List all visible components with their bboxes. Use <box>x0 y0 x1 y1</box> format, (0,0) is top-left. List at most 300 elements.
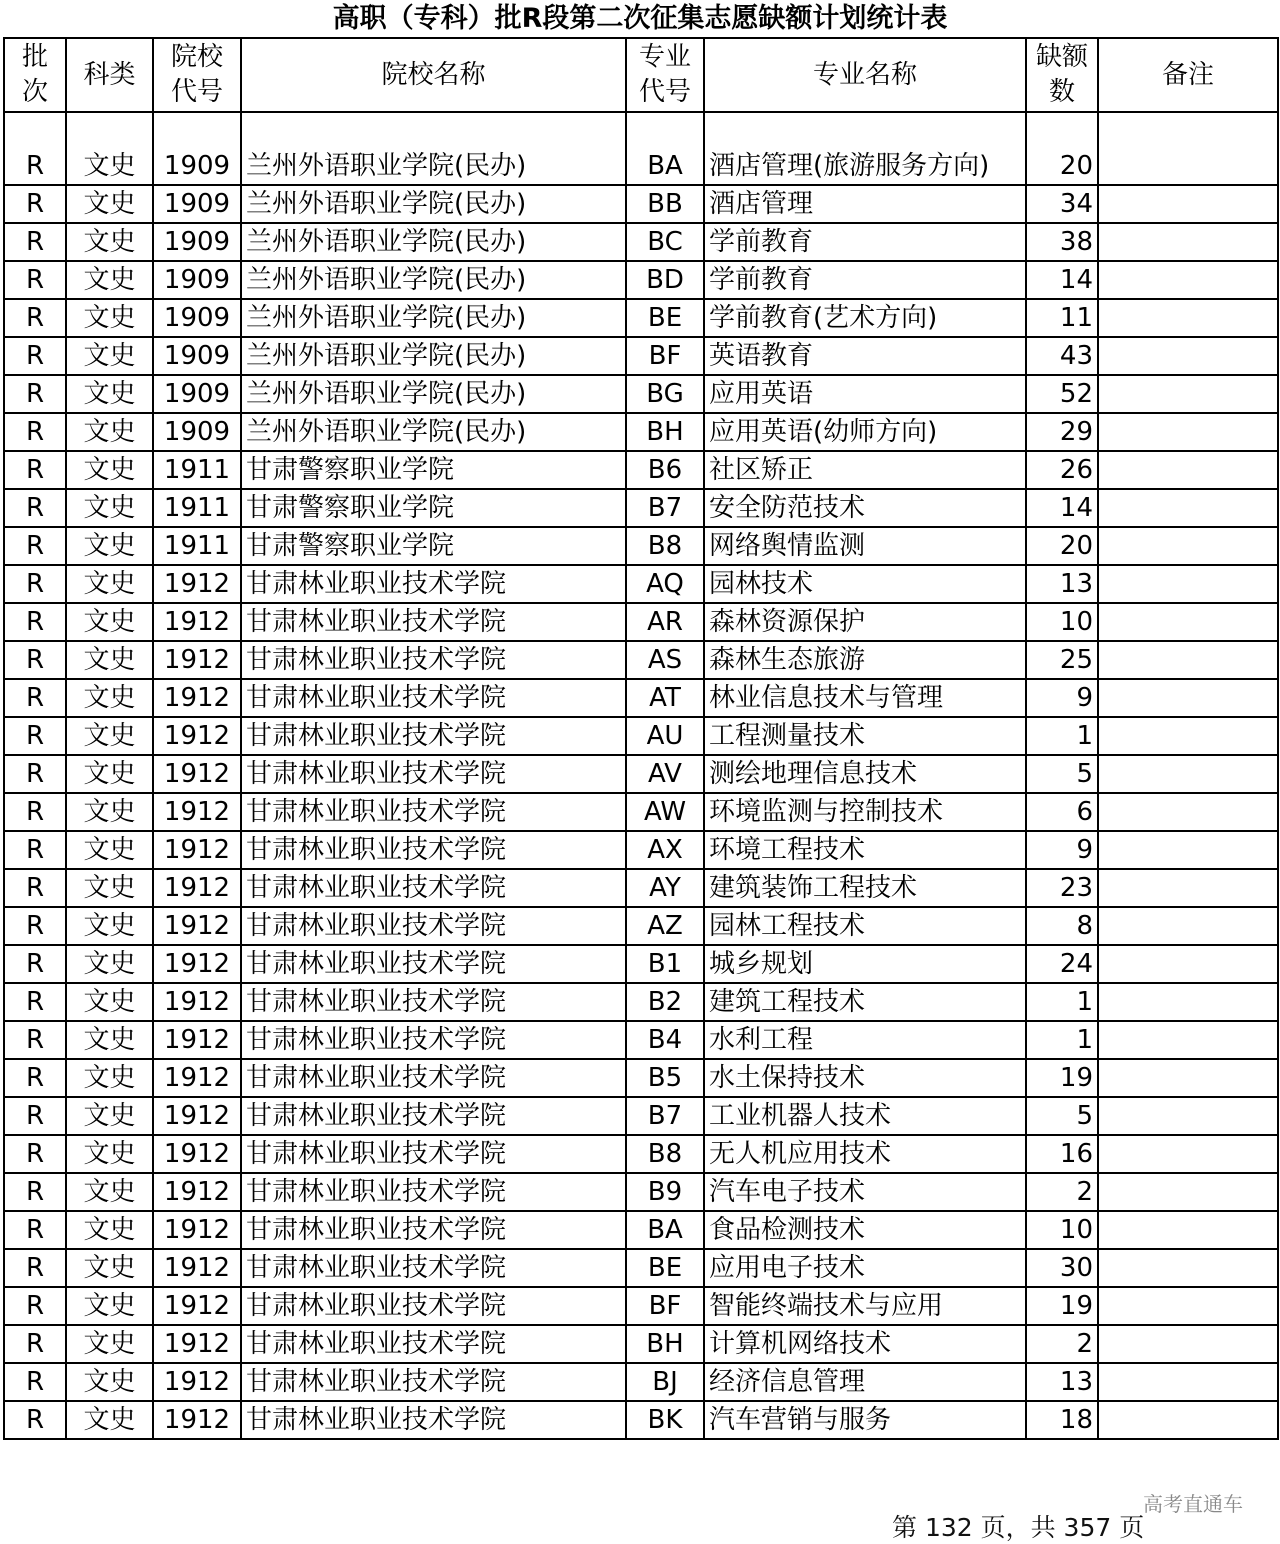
cell-school-code: 1912 <box>153 831 241 869</box>
cell-category: 文史 <box>66 831 153 869</box>
table-row <box>4 451 1278 489</box>
cell-major-code: BA <box>626 1211 704 1249</box>
cell-school-code: 1912 <box>153 1401 241 1439</box>
cell-major-code: B9 <box>626 1173 704 1211</box>
cell-remarks <box>1098 1059 1278 1097</box>
cell-major-name: 应用英语(幼师方向) <box>704 413 1026 451</box>
cell-remarks <box>1098 112 1278 185</box>
cell-batch: R <box>4 1401 66 1439</box>
cell-batch: R <box>4 489 66 527</box>
cell-major-code: BA <box>626 112 704 185</box>
cell-school-name: 甘肃林业职业技术学院 <box>241 1287 626 1325</box>
cell-batch: R <box>4 1097 66 1135</box>
cell-school-name: 甘肃林业职业技术学院 <box>241 641 626 679</box>
cell-major-code: AU <box>626 717 704 755</box>
cell-batch: R <box>4 641 66 679</box>
cell-vacancy: 26 <box>1026 451 1098 489</box>
cell-major-code: BC <box>626 223 704 261</box>
table-row <box>4 755 1278 793</box>
cell-major-name: 水利工程 <box>704 1021 1026 1059</box>
cell-school-name: 甘肃林业职业技术学院 <box>241 1135 626 1173</box>
table-row <box>4 375 1278 413</box>
cell-major-name: 安全防范技术 <box>704 489 1026 527</box>
cell-major-name: 环境工程技术 <box>704 831 1026 869</box>
header-vacancy: 缺额数 <box>1026 38 1098 112</box>
cell-school-code: 1909 <box>153 337 241 375</box>
cell-school-name: 甘肃林业职业技术学院 <box>241 1363 626 1401</box>
cell-batch: R <box>4 1363 66 1401</box>
cell-school-name: 甘肃林业职业技术学院 <box>241 983 626 1021</box>
cell-batch: R <box>4 1135 66 1173</box>
table-row <box>4 489 1278 527</box>
cell-category: 文史 <box>66 869 153 907</box>
cell-vacancy: 18 <box>1026 1401 1098 1439</box>
header-batch: 批次 <box>4 38 66 112</box>
cell-category: 文史 <box>66 451 153 489</box>
cell-school-name: 兰州外语职业学院(民办) <box>241 112 626 185</box>
cell-vacancy: 14 <box>1026 261 1098 299</box>
cell-vacancy: 5 <box>1026 755 1098 793</box>
cell-vacancy: 14 <box>1026 489 1098 527</box>
cell-category: 文史 <box>66 223 153 261</box>
cell-school-code: 1909 <box>153 299 241 337</box>
cell-category: 文史 <box>66 679 153 717</box>
cell-category: 文史 <box>66 1211 153 1249</box>
table-row <box>4 223 1278 261</box>
cell-batch: R <box>4 1211 66 1249</box>
cell-remarks <box>1098 1097 1278 1135</box>
cell-remarks <box>1098 299 1278 337</box>
cell-school-name: 甘肃林业职业技术学院 <box>241 945 626 983</box>
cell-remarks <box>1098 717 1278 755</box>
cell-major-code: BE <box>626 1249 704 1287</box>
cell-major-name: 工业机器人技术 <box>704 1097 1026 1135</box>
cell-vacancy: 29 <box>1026 413 1098 451</box>
cell-remarks <box>1098 1287 1278 1325</box>
cell-school-name: 甘肃林业职业技术学院 <box>241 755 626 793</box>
cell-school-name: 甘肃林业职业技术学院 <box>241 603 626 641</box>
cell-remarks <box>1098 527 1278 565</box>
cell-batch: R <box>4 1249 66 1287</box>
cell-batch: R <box>4 223 66 261</box>
cell-vacancy: 20 <box>1026 527 1098 565</box>
cell-major-code: B1 <box>626 945 704 983</box>
cell-school-name: 甘肃林业职业技术学院 <box>241 1059 626 1097</box>
cell-category: 文史 <box>66 1135 153 1173</box>
cell-school-code: 1911 <box>153 527 241 565</box>
cell-batch: R <box>4 1059 66 1097</box>
cell-major-code: B7 <box>626 489 704 527</box>
cell-major-name: 学前教育(艺术方向) <box>704 299 1026 337</box>
cell-remarks <box>1098 185 1278 223</box>
cell-vacancy: 6 <box>1026 793 1098 831</box>
cell-major-name: 森林生态旅游 <box>704 641 1026 679</box>
cell-batch: R <box>4 112 66 185</box>
cell-category: 文史 <box>66 1097 153 1135</box>
cell-vacancy: 2 <box>1026 1325 1098 1363</box>
cell-major-name: 网络舆情监测 <box>704 527 1026 565</box>
cell-major-code: AZ <box>626 907 704 945</box>
cell-vacancy: 13 <box>1026 1363 1098 1401</box>
cell-school-name: 兰州外语职业学院(民办) <box>241 413 626 451</box>
cell-vacancy: 24 <box>1026 945 1098 983</box>
cell-category: 文史 <box>66 1363 153 1401</box>
cell-school-code: 1912 <box>153 1173 241 1211</box>
cell-major-name: 酒店管理 <box>704 185 1026 223</box>
cell-batch: R <box>4 1173 66 1211</box>
cell-major-name: 建筑装饰工程技术 <box>704 869 1026 907</box>
cell-major-code: B5 <box>626 1059 704 1097</box>
cell-vacancy: 25 <box>1026 641 1098 679</box>
cell-batch: R <box>4 907 66 945</box>
cell-batch: R <box>4 565 66 603</box>
cell-school-code: 1912 <box>153 565 241 603</box>
cell-major-code: B7 <box>626 1097 704 1135</box>
cell-major-code: BD <box>626 261 704 299</box>
table-row <box>4 1325 1278 1363</box>
cell-major-name: 应用英语 <box>704 375 1026 413</box>
cell-school-code: 1912 <box>153 1211 241 1249</box>
cell-school-code: 1909 <box>153 375 241 413</box>
table-row <box>4 527 1278 565</box>
table-row <box>4 1287 1278 1325</box>
cell-school-name: 甘肃警察职业学院 <box>241 527 626 565</box>
cell-school-name: 甘肃警察职业学院 <box>241 489 626 527</box>
cell-batch: R <box>4 527 66 565</box>
cell-school-name: 兰州外语职业学院(民办) <box>241 337 626 375</box>
cell-major-name: 林业信息技术与管理 <box>704 679 1026 717</box>
cell-major-code: AV <box>626 755 704 793</box>
table-row <box>4 1097 1278 1135</box>
cell-category: 文史 <box>66 1059 153 1097</box>
table-row <box>4 793 1278 831</box>
cell-remarks <box>1098 793 1278 831</box>
cell-school-name: 甘肃林业职业技术学院 <box>241 717 626 755</box>
cell-batch: R <box>4 413 66 451</box>
cell-major-code: BK <box>626 1401 704 1439</box>
cell-major-name: 水土保持技术 <box>704 1059 1026 1097</box>
cell-vacancy: 20 <box>1026 112 1098 185</box>
cell-major-name: 森林资源保护 <box>704 603 1026 641</box>
table-row <box>4 413 1278 451</box>
cell-major-name: 学前教育 <box>704 223 1026 261</box>
cell-remarks <box>1098 831 1278 869</box>
cell-school-name: 甘肃林业职业技术学院 <box>241 1325 626 1363</box>
cell-major-name: 环境监测与控制技术 <box>704 793 1026 831</box>
cell-school-code: 1909 <box>153 112 241 185</box>
cell-batch: R <box>4 945 66 983</box>
cell-school-code: 1912 <box>153 1325 241 1363</box>
cell-major-name: 工程测量技术 <box>704 717 1026 755</box>
cell-remarks <box>1098 1249 1278 1287</box>
cell-batch: R <box>4 451 66 489</box>
cell-school-name: 甘肃林业职业技术学院 <box>241 1211 626 1249</box>
cell-category: 文史 <box>66 1021 153 1059</box>
cell-batch: R <box>4 185 66 223</box>
cell-major-code: BJ <box>626 1363 704 1401</box>
table-row <box>4 185 1278 223</box>
cell-category: 文史 <box>66 983 153 1021</box>
cell-school-code: 1912 <box>153 793 241 831</box>
cell-school-code: 1912 <box>153 1287 241 1325</box>
cell-major-code: BH <box>626 1325 704 1363</box>
cell-major-code: B2 <box>626 983 704 1021</box>
cell-major-code: AQ <box>626 565 704 603</box>
cell-batch: R <box>4 1325 66 1363</box>
cell-category: 文史 <box>66 1173 153 1211</box>
watermark: 高考直通车 <box>1143 1492 1243 1516</box>
cell-school-code: 1912 <box>153 679 241 717</box>
cell-major-name: 英语教育 <box>704 337 1026 375</box>
cell-category: 文史 <box>66 1287 153 1325</box>
cell-school-name: 甘肃林业职业技术学院 <box>241 1401 626 1439</box>
cell-category: 文史 <box>66 793 153 831</box>
cell-vacancy: 5 <box>1026 1097 1098 1135</box>
cell-vacancy: 1 <box>1026 1021 1098 1059</box>
cell-school-name: 甘肃林业职业技术学院 <box>241 1173 626 1211</box>
cell-batch: R <box>4 261 66 299</box>
cell-remarks <box>1098 375 1278 413</box>
cell-remarks <box>1098 1401 1278 1439</box>
cell-remarks <box>1098 679 1278 717</box>
cell-major-code: B8 <box>626 1135 704 1173</box>
cell-school-code: 1909 <box>153 185 241 223</box>
table-row <box>4 337 1278 375</box>
cell-batch: R <box>4 793 66 831</box>
table-row <box>4 1021 1278 1059</box>
cell-school-code: 1912 <box>153 1249 241 1287</box>
cell-school-name: 甘肃林业职业技术学院 <box>241 1021 626 1059</box>
cell-school-code: 1912 <box>153 1135 241 1173</box>
cell-major-name: 汽车营销与服务 <box>704 1401 1026 1439</box>
table-row <box>4 1249 1278 1287</box>
cell-remarks <box>1098 1363 1278 1401</box>
cell-school-name: 甘肃林业职业技术学院 <box>241 869 626 907</box>
cell-remarks <box>1098 755 1278 793</box>
cell-school-code: 1912 <box>153 603 241 641</box>
cell-batch: R <box>4 337 66 375</box>
cell-school-code: 1909 <box>153 261 241 299</box>
cell-school-code: 1912 <box>153 1021 241 1059</box>
table-row <box>4 907 1278 945</box>
cell-remarks <box>1098 983 1278 1021</box>
cell-vacancy: 11 <box>1026 299 1098 337</box>
cell-vacancy: 10 <box>1026 603 1098 641</box>
cell-school-code: 1912 <box>153 1059 241 1097</box>
cell-category: 文史 <box>66 413 153 451</box>
cell-major-name: 酒店管理(旅游服务方向) <box>704 112 1026 185</box>
header-school-code: 院校代号 <box>153 38 241 112</box>
header-major-code: 专业代号 <box>626 38 704 112</box>
table-row <box>4 1173 1278 1211</box>
cell-category: 文史 <box>66 717 153 755</box>
cell-category: 文史 <box>66 112 153 185</box>
cell-school-code: 1912 <box>153 1097 241 1135</box>
cell-major-name: 学前教育 <box>704 261 1026 299</box>
cell-school-code: 1912 <box>153 717 241 755</box>
cell-vacancy: 30 <box>1026 1249 1098 1287</box>
cell-major-name: 园林技术 <box>704 565 1026 603</box>
cell-school-name: 甘肃林业职业技术学院 <box>241 831 626 869</box>
cell-major-code: BH <box>626 413 704 451</box>
cell-vacancy: 8 <box>1026 907 1098 945</box>
cell-remarks <box>1098 1211 1278 1249</box>
cell-remarks <box>1098 869 1278 907</box>
cell-category: 文史 <box>66 755 153 793</box>
cell-major-name: 测绘地理信息技术 <box>704 755 1026 793</box>
header-major-name: 专业名称 <box>704 38 1026 112</box>
cell-vacancy: 19 <box>1026 1059 1098 1097</box>
cell-vacancy: 1 <box>1026 983 1098 1021</box>
cell-batch: R <box>4 1021 66 1059</box>
cell-category: 文史 <box>66 641 153 679</box>
cell-remarks <box>1098 565 1278 603</box>
cell-category: 文史 <box>66 527 153 565</box>
cell-category: 文史 <box>66 565 153 603</box>
cell-school-name: 甘肃林业职业技术学院 <box>241 793 626 831</box>
cell-category: 文史 <box>66 1325 153 1363</box>
cell-remarks <box>1098 1173 1278 1211</box>
cell-school-name: 甘肃警察职业学院 <box>241 451 626 489</box>
table-row <box>4 603 1278 641</box>
cell-batch: R <box>4 679 66 717</box>
cell-school-name: 兰州外语职业学院(民办) <box>241 375 626 413</box>
cell-batch: R <box>4 717 66 755</box>
cell-vacancy: 10 <box>1026 1211 1098 1249</box>
cell-major-code: BG <box>626 375 704 413</box>
cell-major-code: AS <box>626 641 704 679</box>
cell-major-code: BF <box>626 337 704 375</box>
cell-school-name: 甘肃林业职业技术学院 <box>241 679 626 717</box>
cell-major-code: AR <box>626 603 704 641</box>
cell-vacancy: 9 <box>1026 831 1098 869</box>
cell-school-name: 兰州外语职业学院(民办) <box>241 223 626 261</box>
cell-vacancy: 9 <box>1026 679 1098 717</box>
table-row <box>4 717 1278 755</box>
cell-major-name: 经济信息管理 <box>704 1363 1026 1401</box>
cell-batch: R <box>4 755 66 793</box>
cell-category: 文史 <box>66 1401 153 1439</box>
cell-category: 文史 <box>66 603 153 641</box>
table-row <box>4 1363 1278 1401</box>
cell-remarks <box>1098 413 1278 451</box>
cell-major-code: AW <box>626 793 704 831</box>
cell-school-code: 1912 <box>153 641 241 679</box>
cell-school-code: 1912 <box>153 945 241 983</box>
table-row <box>4 1401 1278 1439</box>
cell-remarks <box>1098 603 1278 641</box>
cell-remarks <box>1098 945 1278 983</box>
cell-vacancy: 52 <box>1026 375 1098 413</box>
cell-vacancy: 1 <box>1026 717 1098 755</box>
cell-vacancy: 2 <box>1026 1173 1098 1211</box>
cell-remarks <box>1098 907 1278 945</box>
cell-vacancy: 43 <box>1026 337 1098 375</box>
table-row <box>4 679 1278 717</box>
header-row <box>4 38 1278 112</box>
table-row <box>4 945 1278 983</box>
cell-batch: R <box>4 603 66 641</box>
cell-major-name: 建筑工程技术 <box>704 983 1026 1021</box>
cell-school-code: 1909 <box>153 223 241 261</box>
cell-batch: R <box>4 831 66 869</box>
cell-major-code: BE <box>626 299 704 337</box>
cell-school-code: 1911 <box>153 489 241 527</box>
cell-remarks <box>1098 1021 1278 1059</box>
table-row <box>4 1211 1278 1249</box>
cell-school-name: 甘肃林业职业技术学院 <box>241 1249 626 1287</box>
cell-major-code: AY <box>626 869 704 907</box>
table-row <box>4 565 1278 603</box>
cell-remarks <box>1098 223 1278 261</box>
cell-school-name: 兰州外语职业学院(民办) <box>241 299 626 337</box>
cell-vacancy: 13 <box>1026 565 1098 603</box>
table-row <box>4 112 1278 185</box>
table-row <box>4 641 1278 679</box>
quota-table <box>3 37 1279 1440</box>
cell-category: 文史 <box>66 1249 153 1287</box>
cell-major-name: 应用电子技术 <box>704 1249 1026 1287</box>
cell-major-code: BB <box>626 185 704 223</box>
cell-vacancy: 38 <box>1026 223 1098 261</box>
cell-vacancy: 19 <box>1026 1287 1098 1325</box>
cell-school-name: 兰州外语职业学院(民办) <box>241 185 626 223</box>
cell-remarks <box>1098 1325 1278 1363</box>
cell-major-name: 智能终端技术与应用 <box>704 1287 1026 1325</box>
cell-remarks <box>1098 337 1278 375</box>
cell-category: 文史 <box>66 261 153 299</box>
page-number: 第 132 页，共 357 页 <box>892 1513 1145 1542</box>
cell-major-code: B8 <box>626 527 704 565</box>
cell-vacancy: 23 <box>1026 869 1098 907</box>
cell-school-code: 1912 <box>153 907 241 945</box>
cell-vacancy: 16 <box>1026 1135 1098 1173</box>
cell-category: 文史 <box>66 945 153 983</box>
cell-school-code: 1912 <box>153 869 241 907</box>
cell-school-code: 1912 <box>153 1363 241 1401</box>
cell-remarks <box>1098 261 1278 299</box>
cell-major-code: B6 <box>626 451 704 489</box>
cell-school-name: 甘肃林业职业技术学院 <box>241 565 626 603</box>
cell-school-name: 兰州外语职业学院(民办) <box>241 261 626 299</box>
cell-major-name: 计算机网络技术 <box>704 1325 1026 1363</box>
table-row <box>4 831 1278 869</box>
cell-major-code: AT <box>626 679 704 717</box>
cell-batch: R <box>4 375 66 413</box>
cell-category: 文史 <box>66 185 153 223</box>
cell-major-name: 城乡规划 <box>704 945 1026 983</box>
cell-batch: R <box>4 983 66 1021</box>
cell-category: 文史 <box>66 907 153 945</box>
cell-batch: R <box>4 869 66 907</box>
table-row <box>4 983 1278 1021</box>
cell-vacancy: 34 <box>1026 185 1098 223</box>
cell-major-name: 园林工程技术 <box>704 907 1026 945</box>
cell-category: 文史 <box>66 375 153 413</box>
cell-remarks <box>1098 489 1278 527</box>
cell-school-name: 甘肃林业职业技术学院 <box>241 907 626 945</box>
table-row <box>4 869 1278 907</box>
page-title: 高职（专科）批R段第二次征集志愿缺额计划统计表 <box>332 3 948 34</box>
cell-school-code: 1912 <box>153 755 241 793</box>
header-category: 科类 <box>66 38 153 112</box>
table-row <box>4 1059 1278 1097</box>
cell-remarks <box>1098 451 1278 489</box>
cell-school-code: 1912 <box>153 983 241 1021</box>
cell-school-code: 1909 <box>153 413 241 451</box>
cell-batch: R <box>4 299 66 337</box>
header-school-name: 院校名称 <box>241 38 626 112</box>
